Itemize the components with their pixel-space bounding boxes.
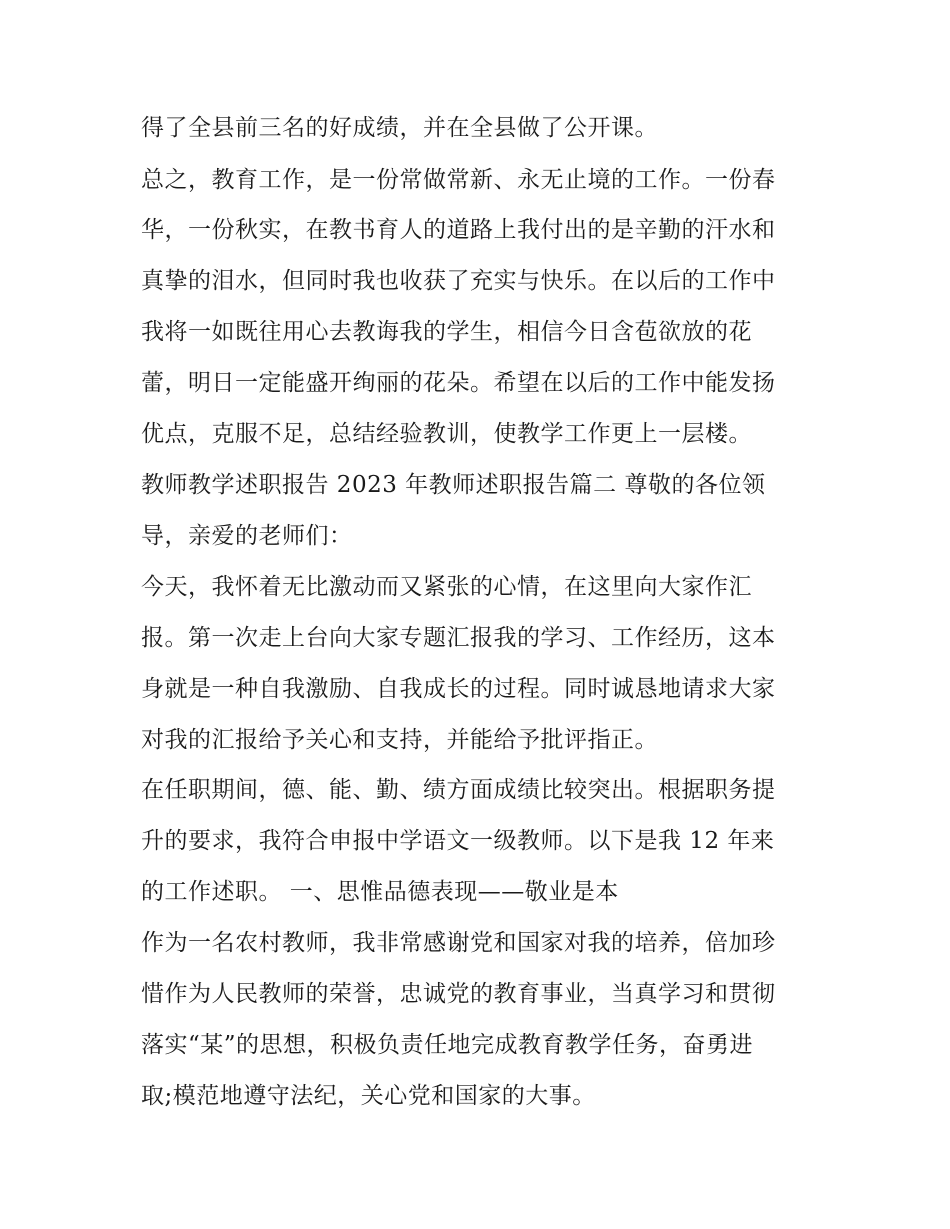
- text-line: 身就是一种自我激励、自我成长的过程。同时诚恳地请求大家: [141, 676, 776, 702]
- text-line: 教师教学述职报告 2023 年教师述职报告篇二 尊敬的各位领: [141, 472, 766, 498]
- text-line: 优点，克服不足，总结经验教训，使教学工作更上一层楼。: [141, 421, 752, 447]
- text-line: 报。第一次走上台向大家专题汇报我的学习、工作经历，这本: [141, 625, 776, 651]
- text-line: 今天，我怀着无比激动而又紧张的心情，在这里向大家作汇: [141, 574, 752, 600]
- text-line: 取;模范地遵守法纪，关心党和国家的大事。: [141, 1083, 596, 1109]
- text-line: 得了全县前三名的好成绩，并在全县做了公开课。: [141, 115, 658, 141]
- text-line: 升的要求，我符合申报中学语文一级教师。以下是我 12 年来: [141, 828, 775, 854]
- text-line: 落实“某”的思想，积极负责任地完成教育教学任务，奋勇进: [141, 1032, 754, 1058]
- text-line: 华，一份秋实，在教书育人的道路上我付出的是辛勤的汗水和: [141, 217, 776, 243]
- text-line: 我将一如既往用心去教诲我的学生，相信今日含苞欲放的花: [141, 319, 752, 345]
- text-line: 的工作述职。 一、思惟品德表现——敬业是本: [141, 879, 619, 905]
- text-line: 在任职期间，德、能、勤、绩方面成绩比较突出。根据职务提: [141, 777, 776, 803]
- text-line: 蕾，明日一定能盛开绚丽的花朵。希望在以后的工作中能发扬: [141, 370, 776, 396]
- text-line: 对我的汇报给予关心和支持，并能给予批评指正。: [141, 727, 658, 753]
- text-line: 真挚的泪水，但同时我也收获了充实与快乐。在以后的工作中: [141, 268, 776, 294]
- text-line: 惜作为人民教师的荣誉，忠诚党的教育事业，当真学习和贯彻: [141, 981, 776, 1007]
- text-line: 作为一名农村教师，我非常感谢党和国家对我的培养，倍加珍: [141, 930, 776, 956]
- text-line: 导，亲爱的老师们：: [141, 523, 353, 549]
- text-line: 总之，教育工作，是一份常做常新、永无止境的工作。一份春: [141, 167, 776, 193]
